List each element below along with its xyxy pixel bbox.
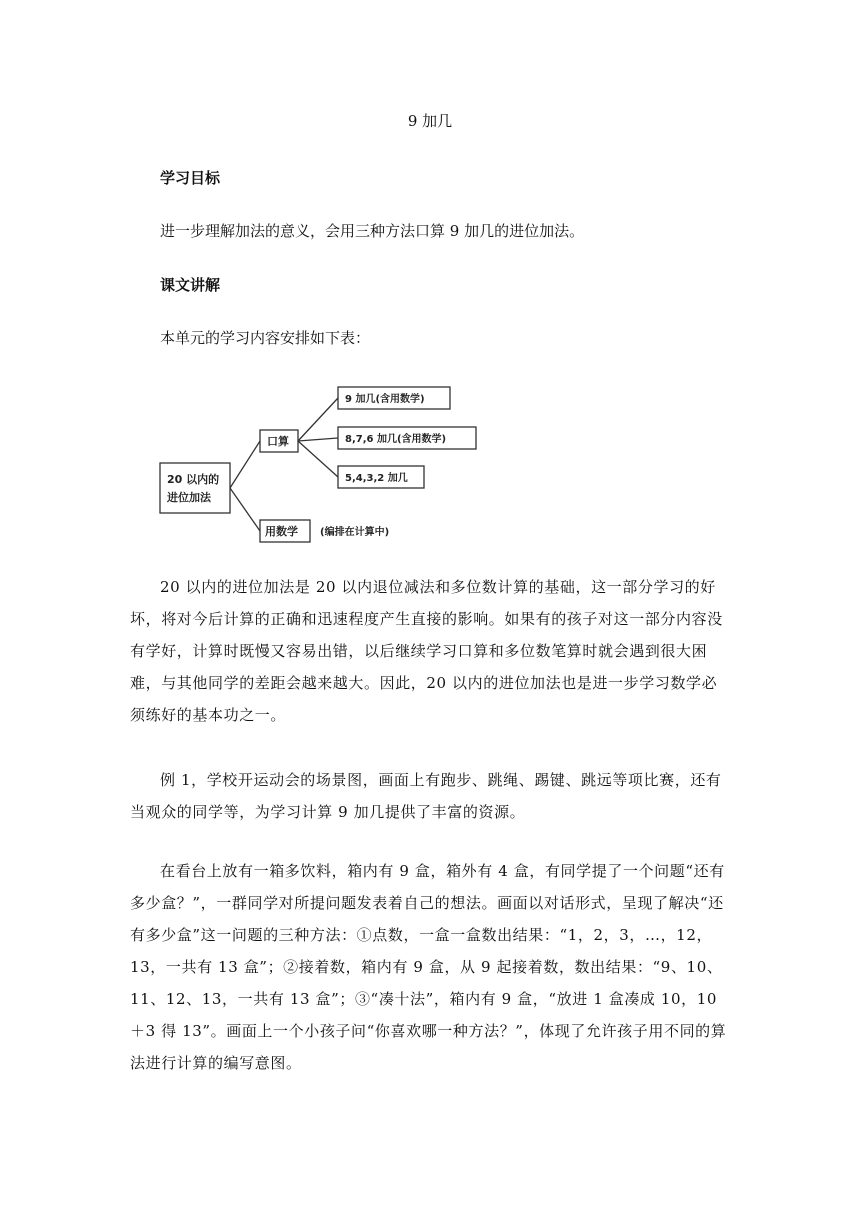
paragraph-3-text: 在看台上放有一箱多饮料，箱内有 9 盒，箱外有 4 盒，有同学提了一个问题“还有多少盒？”，一群同学对所提问题发表着自己的想法。画面以对话形式，呈现了解决“还有多少盒”这一问题的三种方法：①点数，一盒一盒数出结果：“1，2，3，…，12，13，一共有 13 盒”；②接着数，箱内有 9 盒，从 9 起接着数，数出结果：“9、10、11、12、13，一共有 13 盒”；③“凑十法”，箱内有 9 盒，“放进 1 盒凑成 10，10＋3 得 13”。画面上一个小孩子问“你喜欢哪一种方法？”，体现了允许孩子用不同的算法进行计算的编写意图。 [130,862,727,1072]
section-heading-objectives: 学习目标 [160,169,221,187]
root-label-line2: 进位加法 [167,491,211,504]
objectives-text: 进一步理解加法的意义，会用三种方法口算 9 加几的进位加法。 [160,222,585,240]
branch-oral-label: 口算 [267,435,289,448]
page-title: 9 加几 [407,112,453,130]
paragraph-2 [130,764,730,828]
paragraph-2-text: 例 1，学校开运动会的场景图，画面上有跑步、跳绳、踢键、跳远等项比赛，还有当观众的同学等，为学习计算 9 加几提供了丰富的资源。 [130,771,722,821]
paragraph-1 [130,571,730,731]
branch-apply-label: 用数学 [265,525,298,538]
section-heading-explanation: 课文讲解 [160,276,221,294]
branch-apply-note: (编排在计算中) [320,527,390,538]
explanation-intro: 本单元的学习内容安排如下表： [160,329,371,347]
leaf-label-1: 9 加几(含用数学) [345,394,425,405]
root-box [160,463,230,513]
content-tree-diagram [155,375,515,550]
paragraph-1-text: 20 以内的进位加法是 20 以内退位减法和多位数计算的基础，这一部分学习的好坏，将对今后计算的正确和迅速程度产生直接的影响。如果有的孩子对这一部分内容没有学好，计算时既慢又容易出错，以后继续学习口算和多位数笔算时就会遇到很大困难，与其他同学的差距会越来越大。因此，20 以内的进位加法也是进一步学习数学必须练好的基本功之一。 [130,578,723,724]
leaf-label-3: 5,4,3,2 加几 [345,473,408,484]
root-label-line1: 20 以内的 [167,473,220,486]
paragraph-3 [130,855,730,1079]
leaf-label-2: 8,7,6 加几(含用数学) [345,434,447,445]
